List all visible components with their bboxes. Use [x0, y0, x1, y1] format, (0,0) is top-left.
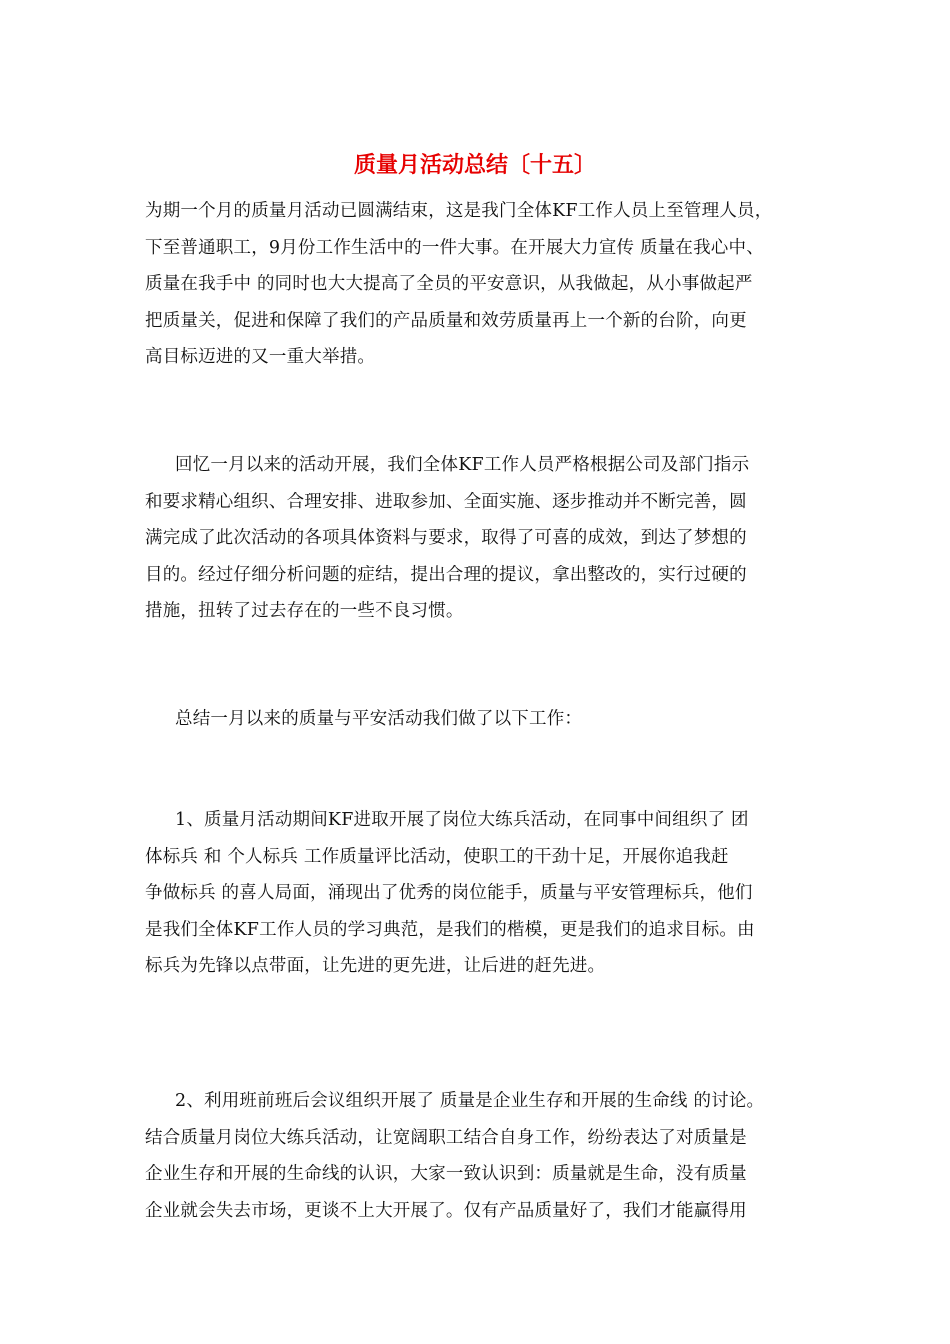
paragraph-intro [145, 193, 815, 376]
document-title: 质量月活动总结〔十五〕 [353, 152, 596, 178]
text-line: 质量在我手中 的同时也大大提高了全员的平安意识，从我做起，从小事做起严 [145, 274, 753, 294]
text-line: 目的。经过仔细分析问题的症结，提出合理的提议，拿出整改的，实行过硬的 [145, 564, 747, 585]
paragraph-item-2 [145, 1083, 815, 1229]
text-line: 回忆一月以来的活动开展，我们全体KF工作人员严格根据公司及部门指示 [175, 455, 750, 475]
paragraph-summary-intro [145, 701, 815, 738]
text-line: 为期一个月的质量月活动已圆满结束，这是我门全体KF工作人员上至管理人员， [145, 201, 773, 221]
text-line: 1、质量月活动期间KF进取开展了岗位大练兵活动，在同事中间组织了 团 [175, 810, 749, 830]
text-line: 和要求精心组织、合理安排、进取参加、全面实施、逐步推动并不断完善，圆 [145, 491, 747, 512]
text-line: 体标兵 和 个人标兵 工作质量评比活动，使职工的干劲十足，开展你追我赶 [145, 846, 729, 867]
text-line: 满完成了此次活动的各项具体资料与要求，取得了可喜的成效，到达了梦想的 [145, 528, 747, 548]
paragraph-review [145, 447, 815, 630]
text-line: 企业生存和开展的生命线的认识，大家一致认识到：质量就是生命，没有质量 [145, 1164, 747, 1184]
text-line: 企业就会失去市场，更谈不上大开展了。仅有产品质量好了，我们才能赢得用 [145, 1200, 747, 1221]
text-line: 争做标兵 的喜人局面，涌现出了优秀的岗位能手，质量与平安管理标兵，他们 [145, 883, 753, 903]
text-line: 下至普通职工，9月份工作生活中的一件大事。在开展大力宣传 质量在我心中、 [145, 237, 764, 258]
text-line: 2、利用班前班后会议组织开展了 质量是企业生存和开展的生命线 的讨论。 [175, 1091, 765, 1111]
text-line: 措施，扭转了过去存在的一些不良习惯。 [145, 601, 464, 621]
paragraph-item-1 [145, 802, 815, 985]
text-line: 高目标迈进的又一重大举措。 [145, 347, 376, 367]
text-line: 总结一月以来的质量与平安活动我们做了以下工作： [175, 709, 583, 729]
text-line: 标兵为先锋以点带面，让先进的更先进，让后进的赶先进。 [145, 956, 606, 976]
text-line: 把质量关，促进和保障了我们的产品质量和效劳质量再上一个新的台阶，向更 [145, 310, 747, 331]
text-line: 结合质量月岗位大练兵活动，让宽阔职工结合自身工作，纷纷表达了对质量是 [145, 1127, 747, 1148]
text-line: 是我们全体KF工作人员的学习典范，是我们的楷模，更是我们的追求目标。由 [145, 919, 755, 940]
